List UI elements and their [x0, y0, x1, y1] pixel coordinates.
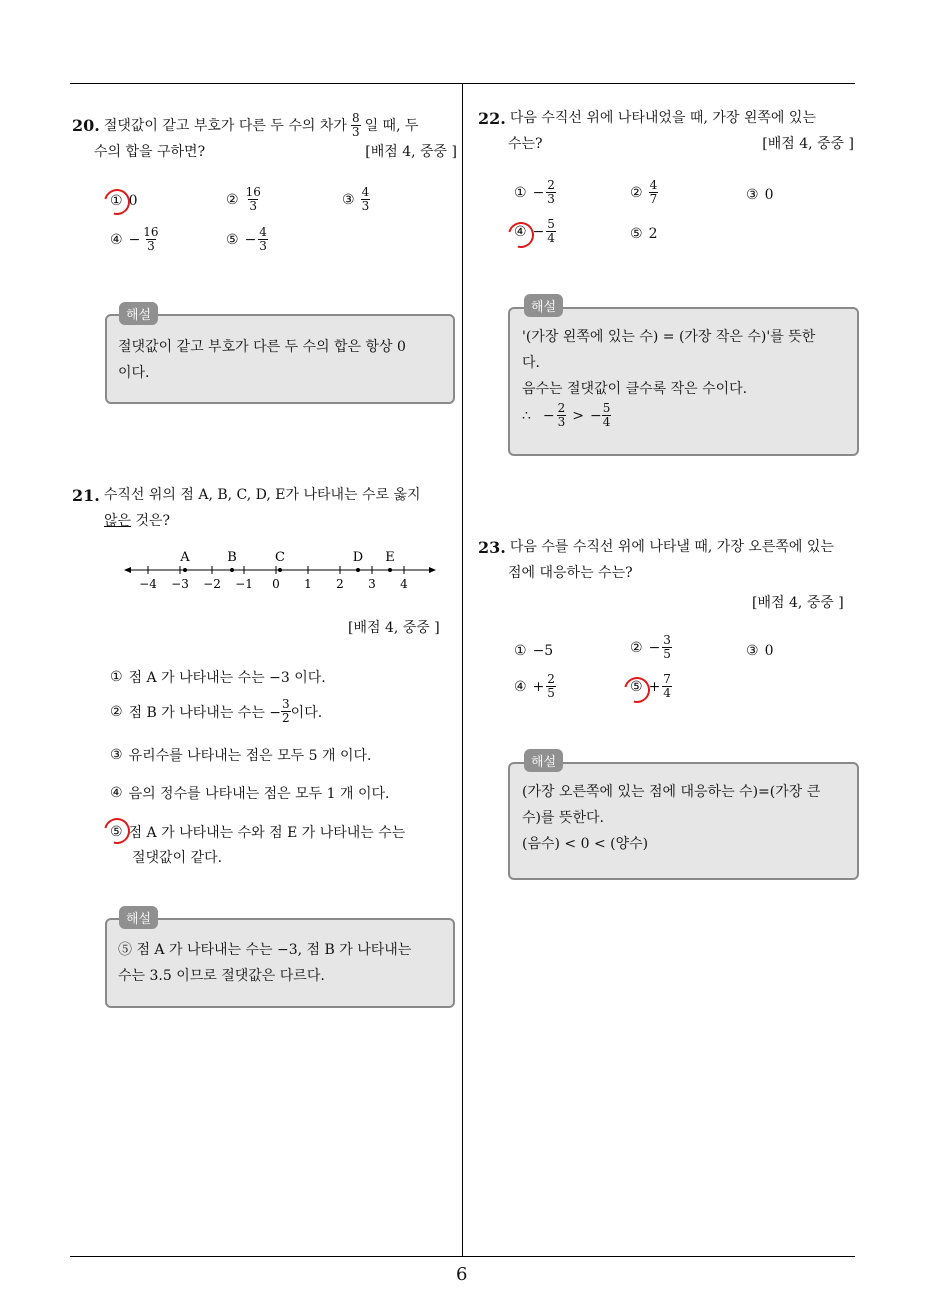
- option-1[interactable]: ① 점 A 가 나타내는 수는 −3 이다.: [110, 669, 326, 686]
- page-number: 6: [456, 1264, 468, 1285]
- number-line-point: [278, 568, 282, 572]
- number-line-point-label: D: [352, 550, 364, 565]
- number-line-tick-label: 4: [400, 577, 408, 591]
- option-2[interactable]: ② − $\frac{3}{5}$: [630, 633, 671, 661]
- fraction: $\frac{8}{3}$: [351, 111, 360, 139]
- option-5-continuation: 절댓값이 같다.: [132, 850, 223, 866]
- number-line-tick-label: 1: [304, 577, 312, 591]
- question-20: [72, 112, 457, 165]
- explanation-text: ⑤ 점 A 가 나타내는 수는 −3, 점 B 가 나타내는 수는 3.5 이므로 절댓값은 다르다.: [118, 942, 412, 984]
- question-number: 21.: [72, 485, 100, 505]
- score-label: [배점 4, 중중 ]: [752, 595, 844, 611]
- number-line: [120, 546, 440, 596]
- number-line-tick-label: −3: [171, 577, 189, 591]
- option-5[interactable]: ⑤ − $\frac{4}{3}$: [226, 225, 267, 253]
- option-4[interactable]: ④ + $\frac{2}{5}$: [514, 672, 555, 700]
- number-line-point-label: B: [227, 550, 237, 565]
- column-divider: [462, 83, 463, 1256]
- number-line-tick-label: −1: [235, 577, 253, 591]
- number-line-point: [356, 568, 360, 572]
- option-1[interactable]: ① −5: [514, 643, 554, 659]
- answer-circle: [99, 813, 135, 849]
- score-label: [배점 4, 중중 ]: [365, 144, 457, 160]
- number-line-point-label: E: [385, 550, 395, 565]
- option-1[interactable]: ① 0: [110, 193, 138, 209]
- question-text: 수직선 위의 점 A, B, C, D, E가 나타내는 수로 옳지: [103, 487, 421, 503]
- question-text: 절댓값이 같고 부호가 다른 두 수의 차가: [103, 117, 347, 134]
- score-label: [배점 4, 중중 ]: [762, 136, 854, 152]
- explanation-text: 절댓값이 같고 부호가 다른 두 수의 합은 항상 0 이다.: [118, 339, 406, 381]
- number-line-tick-label: 2: [336, 577, 344, 591]
- question-number: 23.: [478, 537, 506, 557]
- explanation-text: (가장 오른쪽에 있는 점에 대응하는 수)=(가장 큰 수)를 뜻한다. (음수) < 0 < (양수): [522, 784, 821, 852]
- question-22: [478, 105, 858, 157]
- question-text: 수는?: [508, 136, 543, 152]
- question-23: [478, 534, 858, 586]
- option-3[interactable]: ③ $\frac{4}{3}$: [342, 185, 370, 213]
- number-line-tick-label: 0: [272, 577, 280, 591]
- bottom-rule: [70, 1256, 855, 1257]
- option-5[interactable]: ⑤ 2: [630, 226, 658, 242]
- explanation-tag: 해설: [524, 749, 563, 772]
- number-line-point: [388, 568, 392, 572]
- option-3[interactable]: ③ 0: [746, 187, 774, 203]
- option-5[interactable]: ⑤ + $\frac{7}{4}$: [630, 672, 671, 700]
- option-4[interactable]: ④ − $\frac{16}{3}$: [110, 225, 159, 253]
- option-2[interactable]: ② 점 B 가 나타내는 수는 − $\frac{3}{2}$ 이다.: [110, 697, 323, 725]
- question-number: 22.: [478, 108, 506, 128]
- option-3[interactable]: ③ 유리수를 나타내는 점은 모두 5 개 이다.: [110, 747, 372, 764]
- option-1[interactable]: ① − $\frac{2}{3}$: [514, 178, 555, 206]
- explanation-tag: 해설: [524, 294, 563, 317]
- option-2[interactable]: ② $\frac{16}{3}$: [226, 185, 261, 213]
- explanation-text: '(가장 왼쪽에 있는 수) = (가장 작은 수)'를 뜻한 다. 음수는 절댓값이 클수록 작은 수이다. ∴ − $\frac{2}{3}$ > − $\frac{5}{4}$: [522, 324, 852, 429]
- question-text: 다음 수를 수직선 위에 나타낼 때, 가장 오른쪽에 있는: [509, 539, 834, 555]
- number-line-tick-label: 3: [368, 577, 376, 591]
- option-2[interactable]: ② $\frac{4}{7}$: [630, 178, 658, 206]
- number-line-tick-label: −4: [139, 577, 157, 591]
- question-number: 20.: [72, 116, 100, 135]
- explanation-tag: 해설: [119, 906, 158, 929]
- answer-circle: [99, 184, 138, 220]
- question-text: 다음 수직선 위에 나타내었을 때, 가장 왼쪽에 있는: [509, 110, 816, 126]
- question-21: 21. 수직선 위의 점 A, B, C, D, E가 나타내는 수로 옳지 않은 것은?: [72, 482, 457, 534]
- number-line-tick-label: −2: [203, 577, 221, 591]
- explanation-tag: 해설: [119, 302, 158, 325]
- option-3[interactable]: ③ 0: [746, 643, 774, 659]
- question-text: 점에 대응하는 수는?: [508, 565, 633, 581]
- option-5[interactable]: ⑤ 점 A 가 나타내는 수와 점 E 가 나타내는 수는: [110, 824, 406, 841]
- question-emphasis: 않은: [104, 513, 132, 529]
- score-label: [배점 4, 중중 ]: [348, 620, 440, 636]
- number-line-point: [230, 568, 234, 572]
- question-text: 일 때, 두: [364, 117, 419, 134]
- option-4[interactable]: ④ − $\frac{5}{4}$: [514, 217, 555, 245]
- question-text: 수의 합을 구하면?: [94, 144, 206, 160]
- number-line-point-label: A: [180, 550, 190, 565]
- number-line-point-label: C: [275, 550, 285, 565]
- number-line-point: [183, 568, 187, 572]
- option-4[interactable]: ④ 음의 정수를 나타내는 점은 모두 1 개 이다.: [110, 785, 390, 802]
- conclusion: ∴ − $\frac{2}{3}$ > − $\frac{5}{4}$: [522, 401, 611, 429]
